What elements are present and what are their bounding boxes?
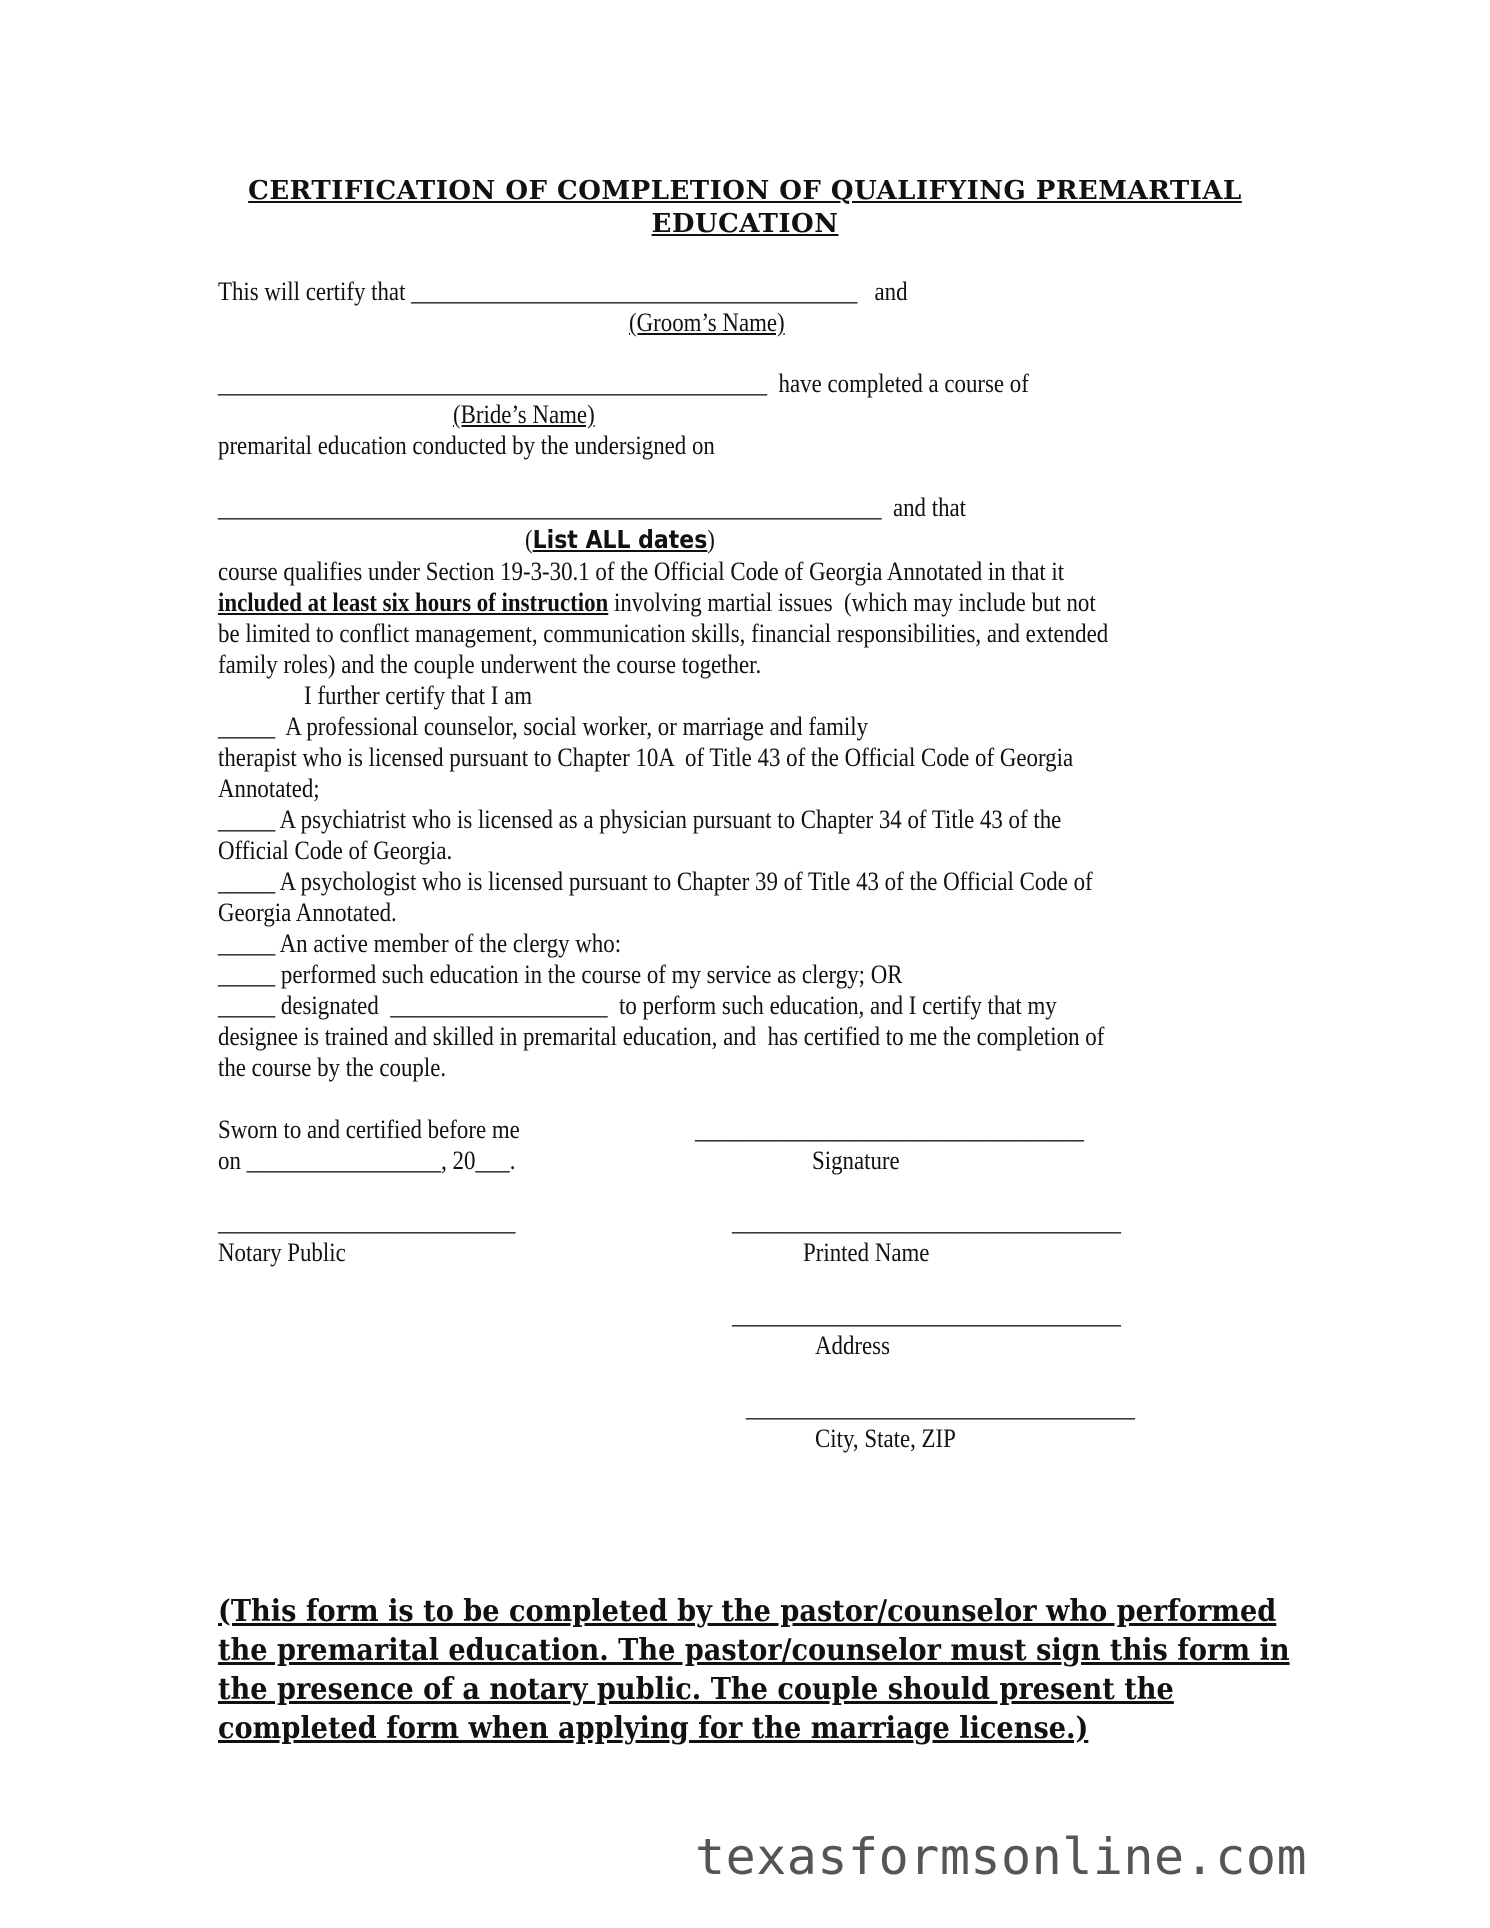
dates-label: (List ALL dates)	[525, 525, 715, 554]
body-line-4: family roles) and the couple underwent the course together.	[218, 650, 762, 679]
option-psychiatrist-2: Official Code of Georgia.	[218, 836, 453, 865]
six-hours-emphasis: included at least six hours of instruction	[218, 588, 609, 617]
body-line-2: included at least six hours of instruction involving martial issues (which may include but not	[218, 588, 1096, 617]
option-clergy: _____ An active member of the clergy who:	[218, 929, 622, 958]
further-certify: I further certify that I am	[304, 681, 533, 710]
option-psychologist-1: _____ A psychologist who is licensed pursuant to Chapter 39 of Title 43 of the Official Code of	[218, 867, 1093, 896]
bride-name-label: (Bride’s Name)	[453, 400, 595, 429]
city-state-zip-line: __________________________________	[746, 1393, 1135, 1422]
option-psychiatrist-1: _____ A psychiatrist who is licensed as a physician pursuant to Chapter 34 of Title 43 of the	[218, 805, 1062, 834]
city-state-zip-label: City, State, ZIP	[815, 1424, 956, 1453]
option-counselor-3: Annotated;	[218, 774, 320, 803]
printed-name-line: __________________________________	[732, 1207, 1121, 1236]
option-clergy-couple: the course by the couple.	[218, 1053, 447, 1082]
address-line: __________________________________	[732, 1300, 1121, 1329]
certify-bride-line: ________________________________________________ have completed a course of	[218, 369, 1029, 398]
conducted-text: premarital education conducted by the undersigned on	[218, 431, 715, 460]
option-counselor-2: therapist who is licensed pursuant to Chapter 10A of Title 43 of the Official Code of Georgia	[218, 743, 1074, 772]
certify-groom-line: This will certify that _______________________________________ and	[218, 277, 908, 306]
sworn-date-line: on _________________, 20___.	[218, 1146, 516, 1175]
watermark: texasformsonline.com	[695, 1828, 1308, 1886]
option-counselor-1: _____ A professional counselor, social worker, or marriage and family	[218, 712, 869, 741]
dates-line: __________________________________________________________ and that	[218, 493, 967, 522]
signature-label: Signature	[812, 1146, 900, 1175]
groom-name-label: (Groom’s Name)	[629, 308, 785, 337]
printed-name-label: Printed Name	[803, 1238, 930, 1267]
footer-note-line2: the premarital education. The pastor/counselor must sign this form in	[218, 1633, 1290, 1668]
footer-note-line4: completed form when applying for the marriage license.)	[218, 1711, 1089, 1746]
footer-note-line3: the presence of a notary public. The couple should present the	[218, 1672, 1174, 1707]
notary-line: __________________________	[218, 1207, 516, 1236]
signature-line: __________________________________	[695, 1115, 1084, 1144]
body-line-3: be limited to conflict management, communication skills, financial responsibilities, and extended	[218, 619, 1109, 648]
option-clergy-designated: _____ designated ___________________ to perform such education, and I certify that my	[218, 991, 1057, 1020]
form-title-line2: EDUCATION	[651, 209, 839, 239]
body-line-1: course qualifies under Section 19-3-30.1 of the Official Code of Georgia Annotated in that it	[218, 557, 1065, 586]
option-psychologist-2: Georgia Annotated.	[218, 898, 397, 927]
notary-label: Notary Public	[218, 1238, 346, 1267]
option-clergy-designee: designee is trained and skilled in premarital education, and has certified to me the completion of	[218, 1022, 1105, 1051]
form-title-line1: CERTIFICATION OF COMPLETION OF QUALIFYING PREMARTIAL	[248, 176, 1242, 206]
footer-note-line1: (This form is to be completed by the pastor/counselor who performed	[218, 1594, 1277, 1629]
option-clergy-performed: _____ performed such education in the course of my service as clergy; OR	[218, 960, 903, 989]
address-label: Address	[815, 1331, 890, 1360]
sworn-text: Sworn to and certified before me	[218, 1115, 520, 1144]
